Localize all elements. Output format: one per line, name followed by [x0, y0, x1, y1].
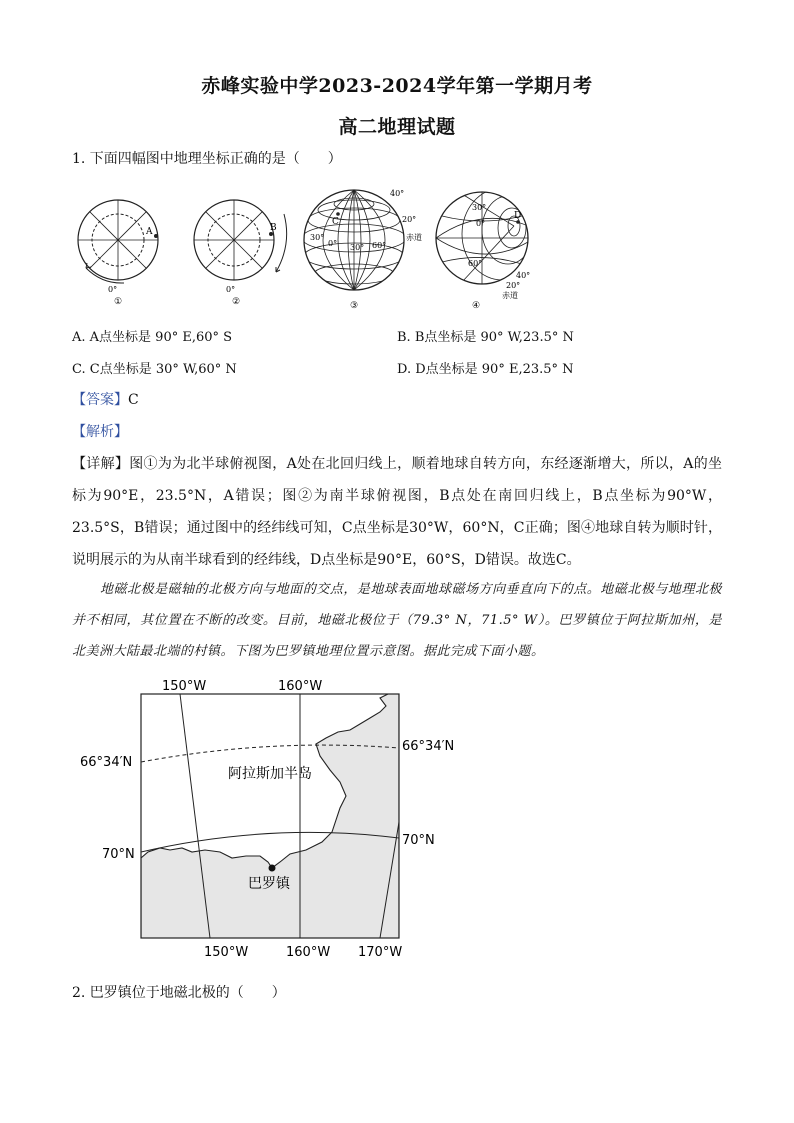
point-c-label: C: [332, 217, 339, 227]
fig4-lon0: 0°: [476, 219, 486, 228]
exam-subtitle: 高二地理试题: [338, 116, 456, 138]
figure-1: [72, 188, 172, 308]
detail-label: 【详解】: [72, 456, 130, 472]
fig3-lon30w: 30°: [310, 233, 325, 242]
top-lon-160: 160°W: [278, 679, 323, 694]
fig3-lat40: 40°: [390, 189, 405, 198]
fig3-equator: 赤道: [406, 233, 422, 242]
fig3-lon60e: 60°: [372, 241, 387, 250]
point-a-label: A: [146, 227, 153, 237]
option-a: A. A点坐标是 90° E,60° S: [72, 330, 233, 345]
fig3-lat20: 20°: [402, 215, 417, 224]
figure-2: [188, 188, 298, 308]
point-c-marker: [336, 212, 340, 216]
question-1-stem: 1. 下面四幅图中地理坐标正确的是（ ）: [72, 151, 342, 167]
detail-text: 图①为为北半球俯视图，A处在北回归线上，顺着地球自转方向，东经逐渐增大，所以，A的坐标为90°E，23.5°N，A错误；图②为南半球俯视图，B点处在南回归线上，B点坐标为90°W，23.5°S，B错误；通过图中的经纬线可知，C点坐标是30°W，60°N，C正确；图④地球自转为顺时针，说明展示的为从南半球看到的经纬线，D点坐标是90°E，60°S，D错误。故选C。: [72, 456, 723, 568]
fig2-number: ②: [232, 297, 241, 307]
town-label: 巴罗镇: [248, 876, 290, 892]
figure-4: [432, 186, 552, 312]
fig3-lon0: 0°: [328, 239, 338, 248]
option-c: C. C点坐标是 30° W,60° N: [72, 362, 237, 377]
point-b-label: B: [270, 223, 277, 233]
bottom-lon-170: 170°W: [358, 945, 403, 960]
point-a-marker: [154, 234, 158, 238]
answer-label: 【答案】: [72, 392, 128, 408]
analysis-label: 【解析】: [72, 424, 128, 440]
detail-paragraph: [72, 448, 722, 576]
lat-70-right: 70°N: [402, 833, 435, 848]
figure-3: [302, 186, 432, 312]
fig4-lon60: 60°: [468, 259, 483, 268]
bottom-lon-160: 160°W: [286, 945, 331, 960]
top-lon-150: 150°W: [162, 679, 207, 694]
fig4-lon30: 30°: [472, 203, 487, 212]
barrow-town-marker: [269, 865, 276, 872]
lat-70-left: 70°N: [102, 847, 135, 862]
question-2-stem: 2. 巴罗镇位于地磁北极的（ ）: [72, 985, 286, 1001]
fig4-lat20: 20°: [506, 281, 521, 290]
fig3-number: ③: [350, 301, 359, 311]
lat-6634-left: 66°34′N: [80, 755, 133, 770]
exam-title: 赤峰实验中学2023-2024学年第一学期月考: [201, 75, 593, 97]
fig1-number: ①: [114, 297, 123, 307]
intro-paragraph: 地磁北极是磁轴的北极方向与地面的交点，是地球表面地球磁场方向垂直向下的点。地磁北极与地理北极并不相同，其位置在不断的改变。目前，地磁北极位于（79.3° N，71.5° W）。巴罗镇位于阿拉斯加州，是北美洲大陆最北端的村镇。下图为巴罗镇地理位置示意图。据此完成下面小题。: [72, 582, 722, 659]
lat-6634-right: 66°34′N: [402, 739, 455, 754]
option-d: D. D点坐标是 90° E,23.5° N: [397, 362, 574, 377]
bottom-lon-150: 150°W: [204, 945, 249, 960]
fig3-lon30e: 30°: [350, 243, 365, 252]
fig4-equator: 赤道: [502, 291, 518, 300]
option-b: B. B点坐标是 90° W,23.5° N: [397, 330, 574, 345]
fig4-lat40: 40°: [516, 271, 531, 280]
answer-line: [72, 390, 139, 410]
fig2-zero-label: 0°: [226, 285, 236, 294]
land-area: [141, 694, 399, 938]
peninsula-label: 阿拉斯加半岛: [228, 766, 312, 782]
barrow-location-map: [70, 672, 470, 964]
fig4-number: ④: [472, 301, 481, 311]
point-d-label: D: [514, 211, 522, 221]
fig1-zero-label: 0°: [108, 285, 118, 294]
answer-value: C: [128, 392, 139, 408]
